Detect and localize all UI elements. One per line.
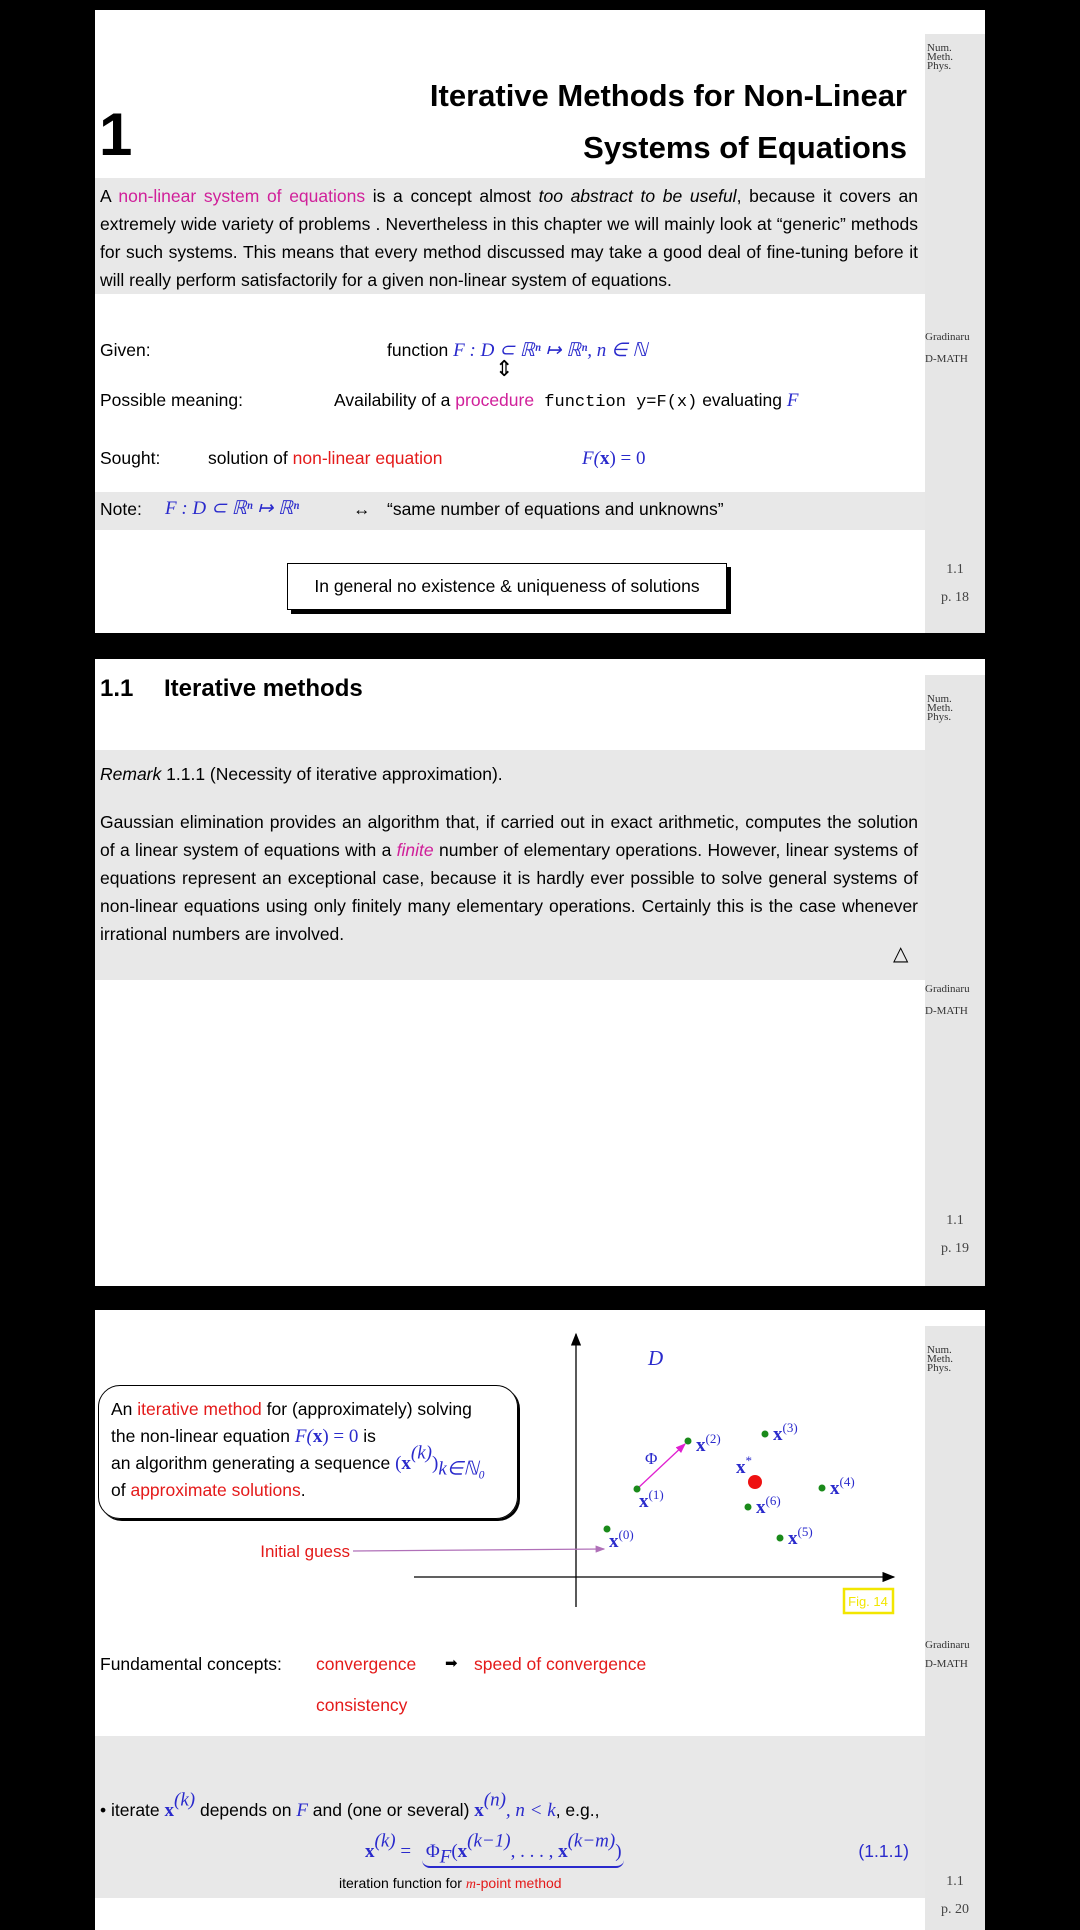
note-text: “same number of equations and unknowns”	[387, 499, 724, 519]
iterate-point	[685, 1438, 692, 1445]
term-link[interactable]: non-linear system of equations	[118, 186, 366, 206]
math: (	[451, 1841, 458, 1862]
text: depends on	[195, 1800, 297, 1820]
text: .	[300, 1480, 306, 1500]
course-label-line: Phys.	[927, 711, 952, 723]
course-label	[927, 44, 953, 71]
math: k∈ℕ₀	[438, 1458, 486, 1480]
section-number: 1.1	[100, 675, 134, 702]
label-base: x	[736, 1457, 746, 1478]
slide-page-19	[95, 659, 985, 1286]
page-sidebar	[925, 1326, 985, 1930]
concepts-label: Fundamental concepts:	[100, 1654, 282, 1674]
course-label-line: Phys.	[927, 1362, 952, 1374]
sought-statement	[208, 444, 442, 472]
label-superscript: (0)	[618, 1527, 634, 1542]
given-label: Given:	[100, 340, 151, 360]
label-superscript: (6)	[765, 1493, 781, 1508]
equation-number: (1.1.1)	[858, 1841, 909, 1861]
math: F	[439, 1846, 452, 1868]
iterate-label	[830, 1474, 855, 1499]
phi-label: Φ	[645, 1449, 658, 1468]
section-ref: 1.1	[946, 1213, 964, 1228]
math: x	[457, 1841, 468, 1862]
math: (k)	[174, 1789, 196, 1811]
page-sidebar	[925, 34, 985, 633]
term-link[interactable]: non-linear equation	[292, 448, 443, 468]
term-link[interactable]: finite	[396, 840, 434, 860]
course-label	[927, 1346, 953, 1373]
text: , because it covers an extremely wide variety of problems . Nevertheless in this chapter we will mainly look at “generic” methods for such systems. This means that every method discussed may take a good deal of fine-tuning before it will really perform satisfactorily for a given non-linear system of equations.	[100, 186, 918, 290]
author-label: Gradinaru	[925, 331, 970, 343]
end-of-remark-icon: △	[893, 943, 909, 965]
figure-number: Fig. 14	[848, 1594, 888, 1609]
domain-label: D	[648, 1346, 664, 1370]
math: F	[786, 390, 799, 411]
iteration-block	[95, 1736, 925, 1898]
iteration-figure	[95, 1310, 925, 1630]
label-superscript: (4)	[839, 1474, 855, 1489]
dept-label: D-MATH	[925, 1658, 968, 1670]
math: ) = 0	[322, 1426, 359, 1447]
initial-guess-label: Initial guess	[260, 1542, 350, 1561]
author-label: Gradinaru	[925, 983, 970, 995]
sought-equation	[582, 444, 645, 473]
underbrace-label	[339, 1874, 562, 1894]
course-label-line: Phys.	[927, 60, 952, 72]
text: the non-linear equation	[111, 1426, 295, 1446]
math: )	[432, 1453, 439, 1474]
math: )	[615, 1841, 622, 1862]
text: evaluating	[697, 390, 787, 410]
code: function y=F(x)	[534, 393, 698, 412]
course-label	[927, 695, 953, 722]
page-number: p. 18	[941, 590, 969, 605]
text: iterate	[106, 1800, 165, 1820]
label-base: x	[696, 1435, 706, 1456]
text: and (one or several)	[307, 1800, 475, 1820]
chapter-title-line1: Iterative Methods for Non-Linear	[429, 78, 907, 113]
text: iteration function for	[339, 1875, 466, 1891]
iterate-point	[762, 1431, 769, 1438]
text: Gaussian elimination provides an algorithm that, if carried out in exact arithmetic, computes the solution of a linear system of equations with a	[100, 812, 918, 860]
math: (n)	[483, 1789, 506, 1811]
iterate-label	[639, 1487, 664, 1512]
bullet-icon: •	[100, 1800, 107, 1820]
text: function	[387, 340, 454, 360]
math: (k−m)	[567, 1830, 616, 1852]
label-superscript: (3)	[782, 1420, 798, 1435]
math: x	[599, 448, 610, 469]
implies-arrow-icon: ➡	[445, 1655, 458, 1672]
given-statement	[387, 336, 647, 365]
iterate-point	[777, 1535, 784, 1542]
note-math: F : D ⊂ ℝⁿ ↦ ℝⁿ	[165, 498, 300, 519]
iterate-label	[773, 1420, 798, 1445]
math: x	[474, 1800, 484, 1821]
meaning-label: Possible meaning:	[100, 390, 243, 410]
math: F : D ⊂ ℝⁿ ↦ ℝⁿ, n ∈ ℕ	[453, 340, 648, 361]
iterate-label	[756, 1493, 781, 1518]
slide-page-20	[95, 1310, 985, 1930]
initial-guess-pointer	[353, 1549, 604, 1551]
text: number of elementary operations. However, linear systems of equations represent an exceptional case, because it is hardly ever possible to solve general systems of non-linear equations using only finitely many elementary operations. Certainly this is the case whenever irrational numbers are involved.	[100, 840, 919, 944]
course-label-line: Num.	[927, 1344, 952, 1356]
remark-number: 1.1.1	[161, 764, 210, 784]
label-superscript: (2)	[705, 1431, 721, 1446]
sought-label: Sought:	[100, 448, 161, 468]
math: x	[365, 1841, 375, 1862]
math: , . . . ,	[510, 1841, 559, 1862]
math: F	[296, 1800, 308, 1821]
solution-label	[736, 1453, 752, 1478]
intro-paragraph	[100, 182, 918, 294]
iterate-point	[819, 1485, 826, 1492]
section-title: Iterative methods	[164, 675, 363, 702]
label-superscript: *	[745, 1453, 752, 1468]
equivalence-arrow-icon: ⇕	[495, 356, 514, 381]
math: (k−1)	[467, 1830, 511, 1852]
math: (k)	[410, 1442, 433, 1464]
term-link[interactable]: procedure	[455, 390, 535, 410]
author-label: Gradinaru	[925, 1639, 970, 1651]
label-base: x	[609, 1531, 619, 1552]
math: x	[312, 1426, 323, 1447]
underbrace	[422, 1830, 624, 1868]
section-ref: 1.1	[946, 562, 964, 577]
math: x	[401, 1453, 411, 1474]
equivalence-icon: ↔	[353, 499, 371, 519]
emphasis: too abstract to be useful	[538, 186, 737, 206]
math: (	[395, 1453, 402, 1474]
text: solution of	[208, 448, 293, 468]
math: x	[558, 1841, 568, 1862]
math: =	[395, 1841, 416, 1862]
iterate-dependency-text	[100, 1789, 600, 1825]
math: , n < k	[505, 1800, 556, 1821]
course-label-line: Num.	[927, 693, 952, 705]
course-label-line: Meth.	[927, 1353, 953, 1365]
intro-block	[95, 178, 925, 294]
term-link[interactable]: approximate solutions	[130, 1480, 301, 1500]
meaning-statement	[334, 386, 798, 417]
math: ) = 0	[609, 448, 646, 469]
text: for (approximately) solving	[261, 1399, 472, 1419]
text: Availability of a	[334, 390, 456, 410]
math: F(	[294, 1426, 313, 1447]
remark-heading	[100, 760, 503, 788]
page-number: p. 19	[941, 1241, 969, 1256]
boxed-statement: In general no existence & uniqueness of solutions	[287, 563, 727, 610]
solution-point	[748, 1475, 762, 1489]
chapter-title-line2: Systems of Equations	[583, 130, 907, 165]
concept-consistency[interactable]: consistency	[316, 1695, 408, 1715]
dept-label: D-MATH	[925, 1005, 968, 1017]
course-label-line: Num.	[927, 42, 952, 54]
text: , e.g.,	[555, 1800, 600, 1820]
text: A	[100, 186, 119, 206]
iterate-label	[788, 1524, 813, 1549]
label-superscript: (5)	[797, 1524, 813, 1539]
label-base: x	[773, 1424, 783, 1445]
chapter-number: 1	[99, 101, 133, 168]
iteration-equation	[365, 1830, 624, 1868]
text: An	[111, 1399, 138, 1419]
concept-speed-of-convergence[interactable]: speed of convergence	[474, 1654, 647, 1674]
math: F(	[582, 448, 600, 469]
course-label-line: Meth.	[927, 702, 953, 714]
iterate-point	[745, 1504, 752, 1511]
text: is	[358, 1426, 376, 1446]
course-label-line: Meth.	[927, 51, 953, 63]
text: an algorithm generating a sequence	[111, 1453, 396, 1473]
page-sidebar	[925, 675, 985, 1286]
note-block	[95, 492, 925, 530]
label-base: x	[756, 1497, 766, 1518]
label-superscript: (1)	[648, 1487, 664, 1502]
term-link[interactable]: iterative method	[137, 1399, 262, 1419]
label-base: x	[788, 1528, 798, 1549]
remark-paragraph	[100, 808, 918, 948]
remark-label: Remark	[100, 764, 162, 784]
text: -point method	[475, 1875, 562, 1891]
iterate-label	[609, 1527, 634, 1552]
iterate-label	[696, 1431, 721, 1456]
label-base: x	[830, 1478, 840, 1499]
page-number: p. 20	[941, 1902, 969, 1917]
text: is a concept almost	[365, 186, 539, 206]
math: (k)	[374, 1830, 396, 1852]
label-base: x	[639, 1491, 649, 1512]
note-label: Note:	[100, 499, 142, 519]
math: x	[164, 1800, 175, 1821]
remark-title: (Necessity of iterative approximation).	[209, 764, 503, 784]
dept-label: D-MATH	[925, 353, 968, 365]
math: Φ	[425, 1841, 440, 1862]
math: m	[465, 1877, 476, 1892]
slide-page-18	[95, 10, 985, 633]
text: of	[111, 1480, 131, 1500]
remark-block	[95, 750, 925, 980]
section-ref: 1.1	[946, 1874, 964, 1889]
concept-convergence[interactable]: convergence	[316, 1654, 417, 1674]
